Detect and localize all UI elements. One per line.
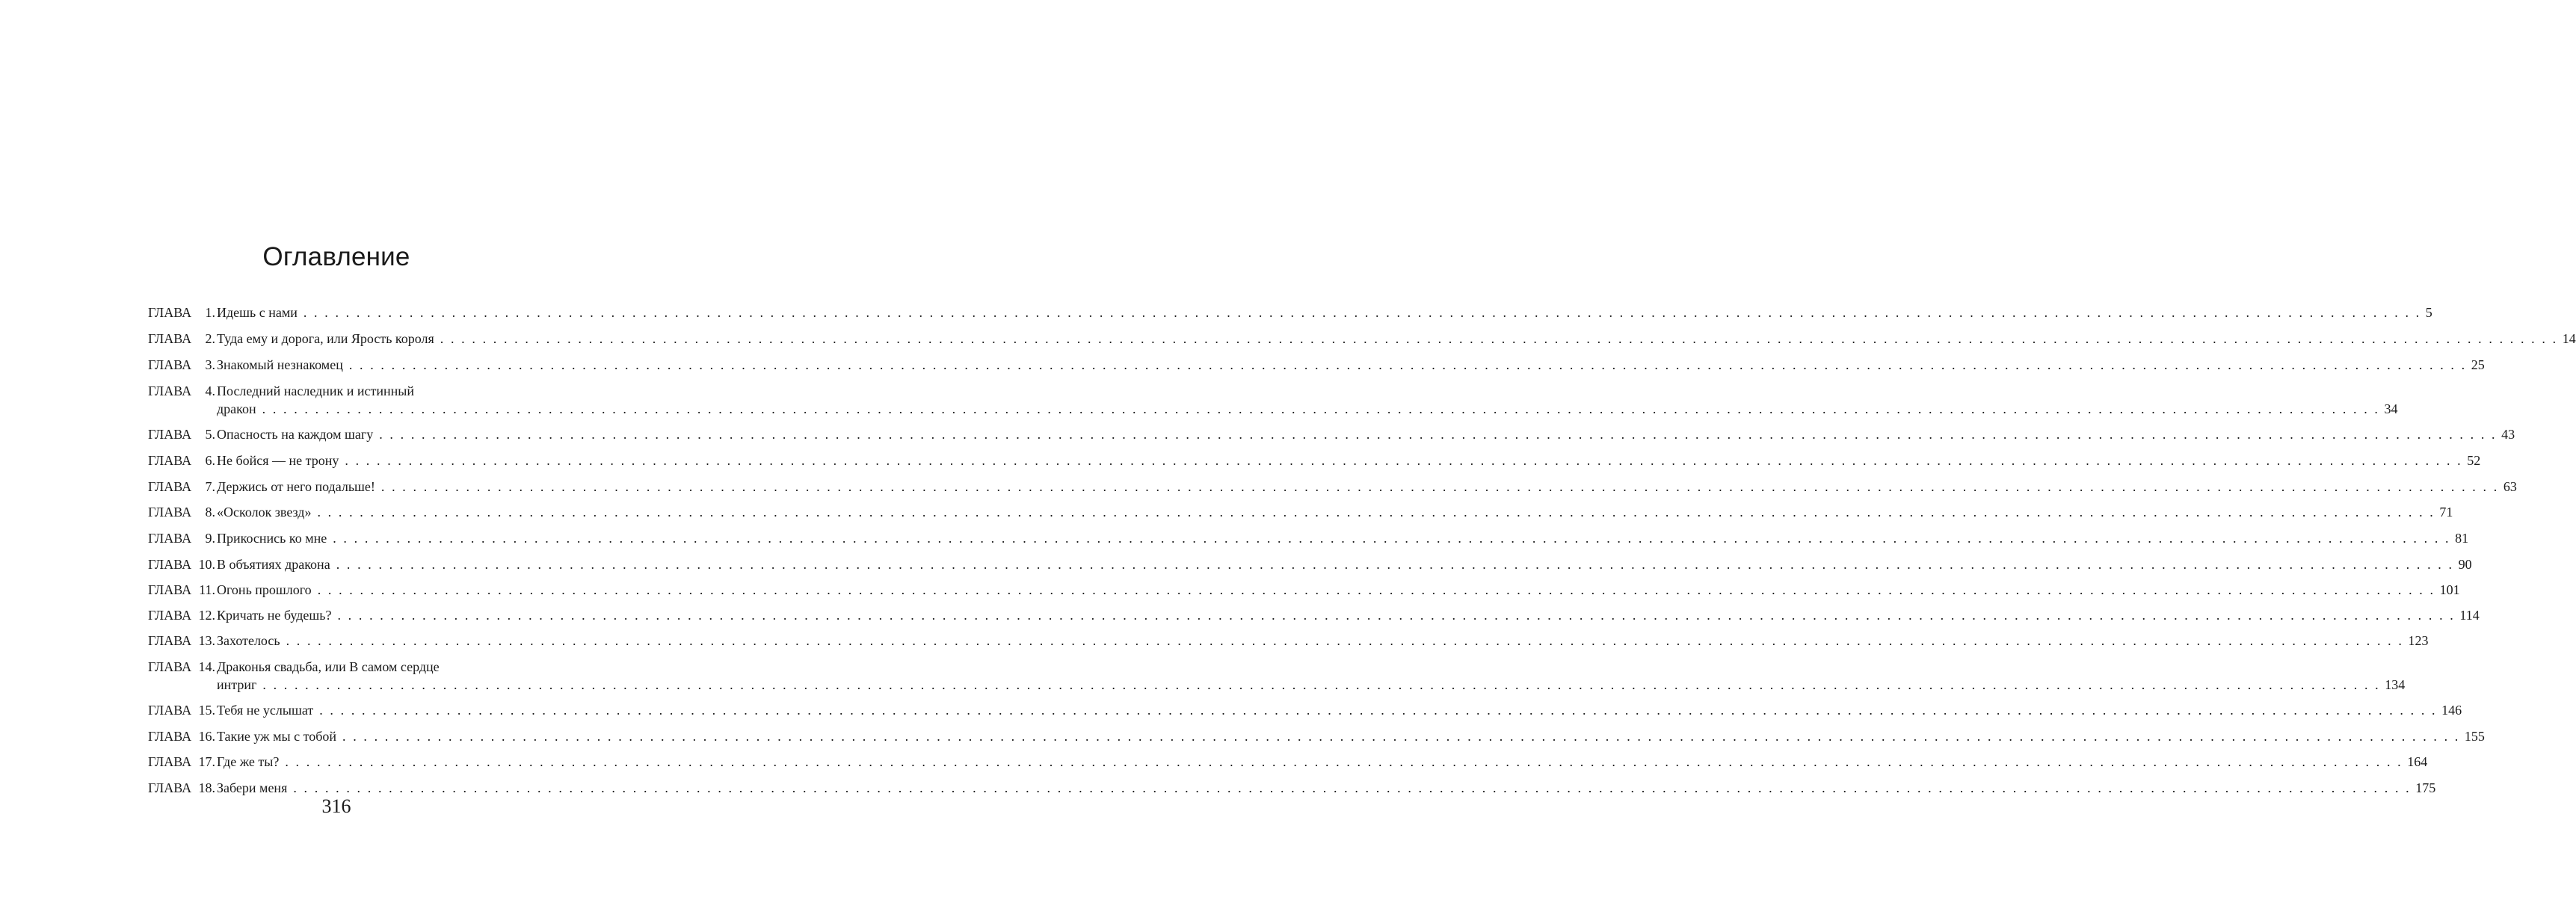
- toc-entry-line: [148, 451, 2481, 469]
- toc-entry-line: [148, 503, 2453, 521]
- toc-entry: [148, 632, 2429, 650]
- chapter-page-number: 114: [2459, 608, 2480, 623]
- chapter-page-number: 134: [2385, 677, 2406, 692]
- toc-entry-line: [148, 425, 2515, 443]
- chapter-label: ГЛАВА: [148, 557, 192, 572]
- toc-entry: [148, 658, 2406, 694]
- chapter-title: Туда ему и дорога, или Ярость короля: [217, 331, 434, 346]
- chapter-label: ГЛАВА: [148, 331, 192, 346]
- toc-entry: [148, 503, 2453, 521]
- chapter-title: Последний наследник и истинный: [217, 383, 414, 398]
- toc-entry-line: [148, 478, 2517, 496]
- chapter-number: 12.: [198, 608, 215, 623]
- dot-leader: . . . . . . . . . . . . . . . . . . . . . . . . . . . . . . . . . . . . . . . . . . . . . . . . . . . . . . . . . . . . . . . . . . . . . . . . . . . . . . . . . . . . . . . . . . . . . . . . . . . . . . . . . . . . . . . . . . . . . . . . . . . . . . . . . . . . . . . . . . . . . . . . . . . . . . . . . . . . . . . . . . . . . . . . . . . . . . . . . . . . . . . . . . . . . . . . . . . . . . . .: [380, 479, 2499, 494]
- dot-leader: . . . . . . . . . . . . . . . . . . . . . . . . . . . . . . . . . . . . . . . . . . . . . . . . . . . . . . . . . . . . . . . . . . . . . . . . . . . . . . . . . . . . . . . . . . . . . . . . . . . . . . . . . . . . . . . . . . . . . . . . . . . . . . . . . . . . . . . . . . . . . . . . . . . . . . . . . . . . . . . . . . . . . . . . . . . . . . . . . . . . . . . . . . . . . . . . . . . . . . . .: [303, 305, 2421, 320]
- toc-entry: [148, 606, 2480, 624]
- chapter-title: Прикоснись ко мне: [217, 531, 327, 546]
- chapter-number: 17.: [198, 754, 215, 769]
- chapter-label: ГЛАВА: [148, 608, 192, 623]
- chapter-title: Драконья свадьба, или В самом сердце: [217, 659, 440, 674]
- dot-leader: . . . . . . . . . . . . . . . . . . . . . . . . . . . . . . . . . . . . . . . . . . . . . . . . . . . . . . . . . . . . . . . . . . . . . . . . . . . . . . . . . . . . . . . . . . . . . . . . . . . . . . . . . . . . . . . . . . . . . . . . . . . . . . . . . . . . . . . . . . . . . . . . . . . . . . . . . . . . . . . . . . . . . . . . . . . . . . . . . . . . . . . . . . . . . . . . . . . . . . . .: [440, 331, 2558, 346]
- chapter-label: ГЛАВА: [148, 479, 192, 494]
- toc-entry: [148, 382, 2398, 418]
- chapter-title: Опасность на каждом шагу: [217, 427, 374, 442]
- toc-entry-line: [148, 753, 2428, 771]
- toc-entry: [148, 701, 2462, 719]
- dot-leader: . . . . . . . . . . . . . . . . . . . . . . . . . . . . . . . . . . . . . . . . . . . . . . . . . . . . . . . . . . . . . . . . . . . . . . . . . . . . . . . . . . . . . . . . . . . . . . . . . . . . . . . . . . . . . . . . . . . . . . . . . . . . . . . . . . . . . . . . . . . . . . . . . . . . . . . . . . . . . . . . . . . . . . . . . . . . . . . . . . . . . . . . . . . . . . . . . . . . . . . .: [286, 633, 2404, 648]
- chapter-page-number: 123: [2408, 633, 2429, 648]
- chapter-number: 4.: [205, 383, 215, 398]
- chapter-label: ГЛАВА: [148, 754, 192, 769]
- chapter-number: 15.: [198, 703, 215, 718]
- toc-entry: [148, 425, 2515, 443]
- toc-entry: [148, 581, 2460, 599]
- chapter-number: 2.: [205, 331, 215, 346]
- chapter-label: ГЛАВА: [148, 633, 192, 648]
- chapter-label: ГЛАВА: [148, 383, 192, 398]
- toc-entry-line: [148, 529, 2469, 547]
- chapter-number: 9.: [205, 531, 215, 546]
- toc-entry-line: [148, 356, 2485, 374]
- chapter-number: 18.: [198, 780, 215, 795]
- chapter-page-number: 71: [2439, 505, 2453, 520]
- toc-title: Оглавление: [262, 242, 410, 271]
- dot-leader: . . . . . . . . . . . . . . . . . . . . . . . . . . . . . . . . . . . . . . . . . . . . . . . . . . . . . . . . . . . . . . . . . . . . . . . . . . . . . . . . . . . . . . . . . . . . . . . . . . . . . . . . . . . . . . . . . . . . . . . . . . . . . . . . . . . . . . . . . . . . . . . . . . . . . . . . . . . . . . . . . . . . . . . . . . . . . . . . . . . . . . . . . . . . . . . . . . . . . . . .: [319, 703, 2438, 718]
- toc-entry-line: [148, 581, 2460, 599]
- chapter-page-number: 25: [2471, 357, 2485, 372]
- dot-leader: . . . . . . . . . . . . . . . . . . . . . . . . . . . . . . . . . . . . . . . . . . . . . . . . . . . . . . . . . . . . . . . . . . . . . . . . . . . . . . . . . . . . . . . . . . . . . . . . . . . . . . . . . . . . . . . . . . . . . . . . . . . . . . . . . . . . . . . . . . . . . . . . . . . . . . . . . . . . . . . . . . . . . . . . . . . . . . . . . . . . . . . . . . . . . . . . . . . . . . . .: [348, 357, 2467, 372]
- chapter-number: 7.: [205, 479, 215, 494]
- toc-entry-line: [148, 303, 2432, 321]
- chapter-number: 14.: [198, 659, 215, 674]
- toc-entry-line: [148, 701, 2462, 719]
- chapter-title: Знакомый незнакомец: [217, 357, 343, 372]
- toc-entry-line: [148, 606, 2480, 624]
- chapter-number: 6.: [205, 453, 215, 468]
- chapter-number: 13.: [198, 633, 215, 648]
- chapter-title: Не бойся — не трону: [217, 453, 339, 468]
- toc-entry-line: [148, 658, 552, 676]
- chapter-page-number: 5: [2425, 305, 2432, 320]
- dot-leader: . . . . . . . . . . . . . . . . . . . . . . . . . . . . . . . . . . . . . . . . . . . . . . . . . . . . . . . . . . . . . . . . . . . . . . . . . . . . . . . . . . . . . . . . . . . . . . . . . . . . . . . . . . . . . . . . . . . . . . . . . . . . . . . . . . . . . . . . . . . . . . . . . . . . . . . . . . . . . . . . . . . . . . . . . . . . . . . . . . . . . . . . . . . . . . . . . . . . . . . .: [293, 780, 2412, 795]
- toc-entry: [148, 303, 2432, 321]
- toc-entry-line: [148, 555, 2472, 573]
- chapter-label: ГЛАВА: [148, 582, 192, 597]
- toc-entry-line: [148, 382, 552, 400]
- toc-entry: [148, 779, 2436, 797]
- toc-entry: [148, 478, 2517, 496]
- dot-leader: . . . . . . . . . . . . . . . . . . . . . . . . . . . . . . . . . . . . . . . . . . . . . . . . . . . . . . . . . . . . . . . . . . . . . . . . . . . . . . . . . . . . . . . . . . . . . . . . . . . . . . . . . . . . . . . . . . . . . . . . . . . . . . . . . . . . . . . . . . . . . . . . . . . . . . . . . . . . . . . . . . . . . . . . . . . . . . . . . . . . . . . . . . . . . . . . . . . . . . . .: [317, 505, 2435, 520]
- chapter-title: Захотелось: [217, 633, 280, 648]
- dot-leader: . . . . . . . . . . . . . . . . . . . . . . . . . . . . . . . . . . . . . . . . . . . . . . . . . . . . . . . . . . . . . . . . . . . . . . . . . . . . . . . . . . . . . . . . . . . . . . . . . . . . . . . . . . . . . . . . . . . . . . . . . . . . . . . . . . . . . . . . . . . . . . . . . . . . . . . . . . . . . . . . . . . . . . . . . . . . . . . . . . . . . . . . . . . . . . . . . . . . . . . .: [262, 401, 2380, 416]
- dot-leader: . . . . . . . . . . . . . . . . . . . . . . . . . . . . . . . . . . . . . . . . . . . . . . . . . . . . . . . . . . . . . . . . . . . . . . . . . . . . . . . . . . . . . . . . . . . . . . . . . . . . . . . . . . . . . . . . . . . . . . . . . . . . . . . . . . . . . . . . . . . . . . . . . . . . . . . . . . . . . . . . . . . . . . . . . . . . . . . . . . . . . . . . . . . . . . . . . . . . . . . .: [317, 582, 2435, 597]
- chapter-number: 16.: [198, 729, 215, 744]
- chapter-label: ГЛАВА: [148, 531, 192, 546]
- chapter-label: ГЛАВА: [148, 305, 192, 320]
- dot-leader: . . . . . . . . . . . . . . . . . . . . . . . . . . . . . . . . . . . . . . . . . . . . . . . . . . . . . . . . . . . . . . . . . . . . . . . . . . . . . . . . . . . . . . . . . . . . . . . . . . . . . . . . . . . . . . . . . . . . . . . . . . . . . . . . . . . . . . . . . . . . . . . . . . . . . . . . . . . . . . . . . . . . . . . . . . . . . . . . . . . . . . . . . . . . . . . . . . . . . . . .: [342, 729, 2460, 744]
- chapter-label: ГЛАВА: [148, 703, 192, 718]
- chapter-title: В объятиях дракона: [217, 557, 330, 572]
- chapter-page-number: 90: [2458, 557, 2472, 572]
- chapter-label: ГЛАВА: [148, 780, 192, 795]
- page-number: 316: [321, 795, 351, 817]
- chapter-label: ГЛАВА: [148, 357, 192, 372]
- chapter-title: Такие уж мы с тобой: [217, 729, 336, 744]
- dot-leader: . . . . . . . . . . . . . . . . . . . . . . . . . . . . . . . . . . . . . . . . . . . . . . . . . . . . . . . . . . . . . . . . . . . . . . . . . . . . . . . . . . . . . . . . . . . . . . . . . . . . . . . . . . . . . . . . . . . . . . . . . . . . . . . . . . . . . . . . . . . . . . . . . . . . . . . . . . . . . . . . . . . . . . . . . . . . . . . . . . . . . . . . . . . . . . . . . . . . . . . .: [333, 531, 2451, 546]
- chapter-title: Держись от него подальше!: [217, 479, 375, 494]
- dot-leader: . . . . . . . . . . . . . . . . . . . . . . . . . . . . . . . . . . . . . . . . . . . . . . . . . . . . . . . . . . . . . . . . . . . . . . . . . . . . . . . . . . . . . . . . . . . . . . . . . . . . . . . . . . . . . . . . . . . . . . . . . . . . . . . . . . . . . . . . . . . . . . . . . . . . . . . . . . . . . . . . . . . . . . . . . . . . . . . . . . . . . . . . . . . . . . . . . . . . . . . .: [345, 453, 2463, 468]
- toc-entry-line: [148, 727, 2485, 745]
- chapter-title: Где же ты?: [217, 754, 280, 769]
- chapter-title: Идешь с нами: [217, 305, 298, 320]
- chapter-label: ГЛАВА: [148, 659, 192, 674]
- toc-entry-line: [148, 632, 2429, 650]
- toc-entry: [148, 451, 2481, 469]
- chapter-number: 3.: [205, 357, 215, 372]
- chapter-page-number: 164: [2407, 754, 2428, 769]
- chapter-title: дракон: [217, 401, 256, 416]
- toc-entry: [148, 356, 2485, 374]
- chapter-page-number: 14: [2562, 331, 2576, 346]
- chapter-title: Кричать не будешь?: [217, 608, 332, 623]
- chapter-number: 8.: [205, 505, 215, 520]
- toc-entry: [148, 727, 2485, 745]
- chapter-label: ГЛАВА: [148, 729, 192, 744]
- toc-entry-line: [148, 330, 2576, 348]
- chapter-number: 11.: [199, 582, 215, 597]
- chapter-title: Огонь прошлого: [217, 582, 312, 597]
- toc-entry-line: [148, 779, 2436, 797]
- chapter-title: Забери меня: [217, 780, 288, 795]
- toc-entry: [148, 330, 2576, 348]
- chapter-label: ГЛАВА: [148, 505, 192, 520]
- dot-leader: . . . . . . . . . . . . . . . . . . . . . . . . . . . . . . . . . . . . . . . . . . . . . . . . . . . . . . . . . . . . . . . . . . . . . . . . . . . . . . . . . . . . . . . . . . . . . . . . . . . . . . . . . . . . . . . . . . . . . . . . . . . . . . . . . . . . . . . . . . . . . . . . . . . . . . . . . . . . . . . . . . . . . . . . . . . . . . . . . . . . . . . . . . . . . . . . . . . . . . . .: [379, 427, 2498, 442]
- chapter-title: Тебя не услышат: [217, 703, 314, 718]
- chapter-label: ГЛАВА: [148, 453, 192, 468]
- dot-leader: . . . . . . . . . . . . . . . . . . . . . . . . . . . . . . . . . . . . . . . . . . . . . . . . . . . . . . . . . . . . . . . . . . . . . . . . . . . . . . . . . . . . . . . . . . . . . . . . . . . . . . . . . . . . . . . . . . . . . . . . . . . . . . . . . . . . . . . . . . . . . . . . . . . . . . . . . . . . . . . . . . . . . . . . . . . . . . . . . . . . . . . . . . . . . . . . . . . . . . . .: [337, 608, 2456, 623]
- dot-leader: . . . . . . . . . . . . . . . . . . . . . . . . . . . . . . . . . . . . . . . . . . . . . . . . . . . . . . . . . . . . . . . . . . . . . . . . . . . . . . . . . . . . . . . . . . . . . . . . . . . . . . . . . . . . . . . . . . . . . . . . . . . . . . . . . . . . . . . . . . . . . . . . . . . . . . . . . . . . . . . . . . . . . . . . . . . . . . . . . . . . . . . . . . . . . . . . . . . . . . . .: [285, 754, 2403, 769]
- toc-entry: [148, 555, 2472, 573]
- dot-leader: . . . . . . . . . . . . . . . . . . . . . . . . . . . . . . . . . . . . . . . . . . . . . . . . . . . . . . . . . . . . . . . . . . . . . . . . . . . . . . . . . . . . . . . . . . . . . . . . . . . . . . . . . . . . . . . . . . . . . . . . . . . . . . . . . . . . . . . . . . . . . . . . . . . . . . . . . . . . . . . . . . . . . . . . . . . . . . . . . . . . . . . . . . . . . . . . . . . . . . . .: [262, 677, 2381, 692]
- chapter-page-number: 175: [2415, 780, 2436, 795]
- chapter-page-number: 43: [2501, 427, 2515, 442]
- dot-leader: . . . . . . . . . . . . . . . . . . . . . . . . . . . . . . . . . . . . . . . . . . . . . . . . . . . . . . . . . . . . . . . . . . . . . . . . . . . . . . . . . . . . . . . . . . . . . . . . . . . . . . . . . . . . . . . . . . . . . . . . . . . . . . . . . . . . . . . . . . . . . . . . . . . . . . . . . . . . . . . . . . . . . . . . . . . . . . . . . . . . . . . . . . . . . . . . . . . . . . . .: [336, 557, 2454, 572]
- chapter-page-number: 101: [2439, 582, 2460, 597]
- chapter-title: интриг: [217, 677, 257, 692]
- chapter-page-number: 34: [2384, 401, 2398, 416]
- chapter-number: 1.: [205, 305, 215, 320]
- toc-entry-line: [148, 400, 2398, 418]
- chapter-number: 10.: [198, 557, 215, 572]
- chapter-page-number: 155: [2464, 729, 2485, 744]
- chapter-label: ГЛАВА: [148, 427, 192, 442]
- chapter-page-number: 81: [2455, 531, 2469, 546]
- chapter-page-number: 146: [2441, 703, 2462, 718]
- toc-entry: [148, 753, 2428, 771]
- chapter-page-number: 52: [2467, 453, 2481, 468]
- chapter-number: 5.: [205, 427, 215, 442]
- toc-entry: [148, 529, 2469, 547]
- chapter-page-number: 63: [2503, 479, 2517, 494]
- chapter-title: «Осколок звезд»: [217, 505, 312, 520]
- table-of-contents: [148, 303, 2576, 797]
- toc-entry-line: [148, 676, 2406, 694]
